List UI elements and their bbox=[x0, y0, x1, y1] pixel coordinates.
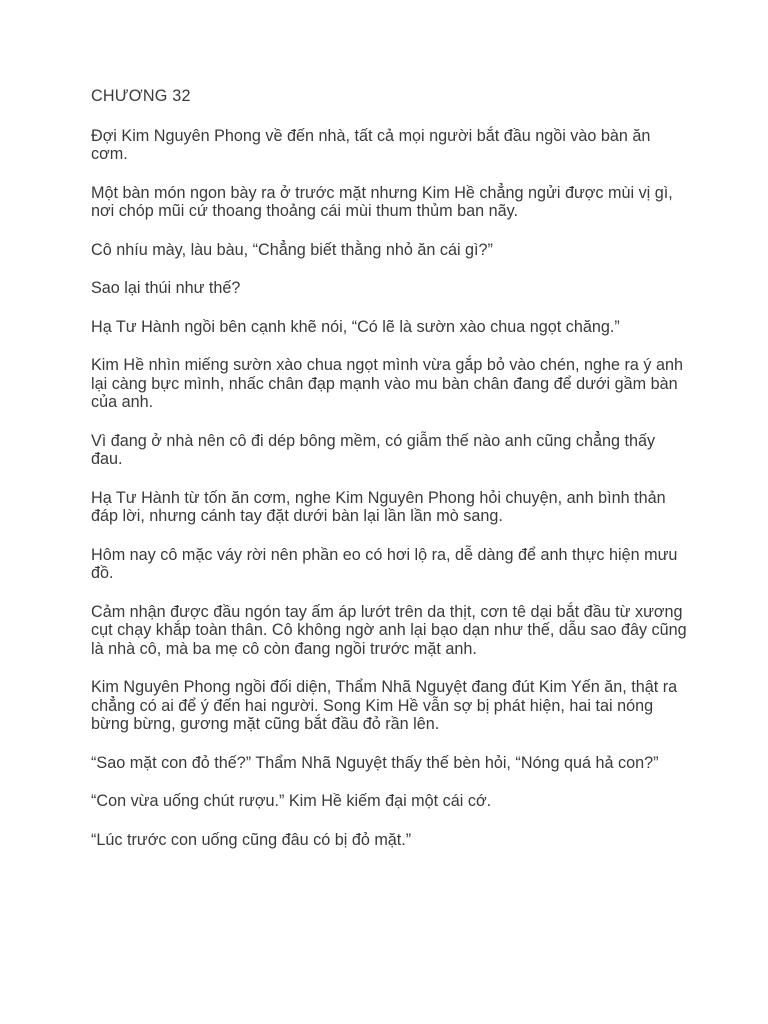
paragraph: Cô nhíu mày, làu bàu, “Chẳng biết thằng nhỏ ăn cái gì?” bbox=[91, 240, 493, 259]
paragraph: Kim Nguyên Phong ngồi đối diện, Thẩm Nhã Nguyệt đang đút Kim Yến ăn, thật ra chẳng có ai để ý đến hai người. Song Kim Hề vẫn sợ bị phát hiện, hai tai nóng bừng bừng, gương mặt cũng bắt đầu đỏ rần lên. bbox=[91, 678, 678, 733]
paragraph: Một bàn món ngon bày ra ở trước mặt nhưng Kim Hề chẳng ngửi được mùi vị gì, nơi chóp mũi cứ thoang thoảng cái mùi thum thủm ban nãy. bbox=[91, 183, 673, 220]
paragraph: Sao lại thúi như thế? bbox=[91, 279, 241, 297]
paragraph: Hạ Tư Hành ngồi bên cạnh khẽ nói, “Có lẽ là sườn xào chua ngọt chăng.” bbox=[91, 317, 620, 336]
paragraph: Hạ Tư Hành từ tốn ăn cơm, nghe Kim Nguyên Phong hỏi chuyện, anh bình thản đáp lời, nhưng cánh tay đặt dưới bàn lại lần lần mò sang. bbox=[91, 488, 666, 525]
paragraph: Cảm nhận được đầu ngón tay ấm áp lướt trên da thịt, cơn tê dại bắt đầu từ xương cụt chạy khắp toàn thân. Cô không ngờ anh lại bạo dạn như thế, dẫu sao đây cũng là nhà cô, mà ba mẹ cô còn đang ngồi trước mặt anh. bbox=[91, 602, 687, 658]
paragraph: Kim Hề nhìn miếng sườn xào chua ngọt mình vừa gắp bỏ vào chén, nghe ra ý anh lại càng bực mình, nhấc chân đạp mạnh vào mu bàn chân đang để dưới gầm bàn của anh. bbox=[91, 356, 684, 411]
paragraph: Vì đang ở nhà nên cô đi dép bông mềm, có giẫm thế nào anh cũng chẳng thấy đau. bbox=[91, 431, 656, 468]
paragraph: Hôm nay cô mặc váy rời nên phần eo có hơi lộ ra, dễ dàng để anh thực hiện mưu đồ. bbox=[91, 545, 678, 582]
paragraph: “Lúc trước con uống cũng đâu có bị đỏ mặt.” bbox=[91, 830, 412, 849]
chapter-title: CHƯƠNG 32 bbox=[91, 87, 191, 105]
paragraph: Đợi Kim Nguyên Phong về đến nhà, tất cả mọi người bắt đầu ngồi vào bàn ăn cơm. bbox=[91, 126, 651, 163]
paragraph: “Con vừa uống chút rượu.” Kim Hề kiếm đại một cái cớ. bbox=[91, 792, 492, 810]
document-body bbox=[91, 87, 691, 869]
paragraph: “Sao mặt con đỏ thế?” Thẩm Nhã Nguyệt thấy thế bèn hỏi, “Nóng quá hả con?” bbox=[91, 753, 659, 772]
